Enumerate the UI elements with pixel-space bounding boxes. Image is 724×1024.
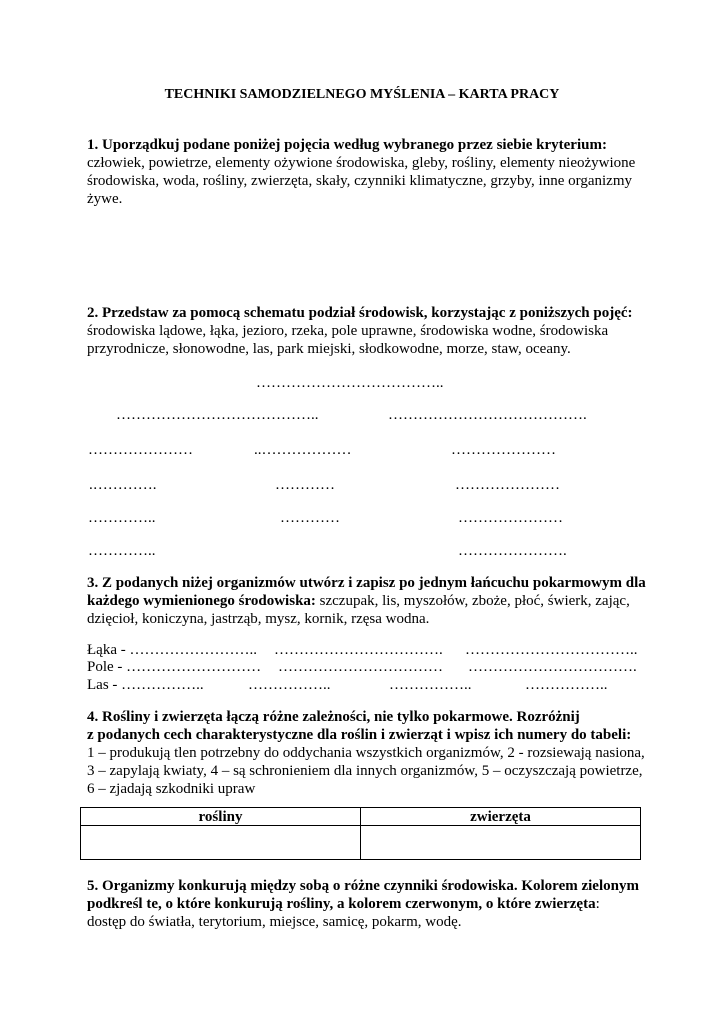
scheme-blank[interactable]: ………… — [275, 477, 335, 493]
scheme-blank[interactable]: …………………………………. — [388, 407, 587, 423]
task-4-line: 1 – produkują tlen potrzebny do oddychania wszystkich organizmów, 2 - rozsiewają nasiona, — [87, 745, 645, 761]
task-1-line: żywe. — [87, 191, 123, 207]
scheme-blank[interactable]: …………………. — [458, 543, 567, 559]
table-cell-animals[interactable] — [361, 826, 641, 860]
task-2 — [87, 304, 647, 358]
table-header-plants: rośliny — [81, 808, 361, 826]
chain-blank[interactable]: …………….. — [248, 677, 331, 693]
task-4-heading: 4. Rośliny i zwierzęta łączą różne zależności, nie tylko pokarmowe. Rozróżnij — [87, 709, 580, 725]
chain-blank[interactable]: …………….. — [389, 677, 472, 693]
scheme-blank[interactable]: ………….. — [88, 510, 156, 526]
task-3 — [87, 574, 647, 628]
chain-pole-label[interactable]: Pole - ……………………… — [87, 659, 262, 675]
chain-las-label[interactable]: Las - …………….. — [87, 677, 204, 693]
task-4-heading-cont: z podanych cech charakterystyczne dla roślin i zwierząt i wpisz ich numery do tabeli: — [87, 727, 632, 743]
page-title: TECHNIKI SAMODZIELNEGO MYŚLENIA – KARTA PRACY — [164, 87, 560, 102]
task-5-heading-cont: podkreśl te, o które konkurują rośliny, a kolorem czerwonym, o które zwierzęta — [87, 896, 596, 912]
task-5-heading: 5. Organizmy konkurują między sobą o różne czynniki środowiska. Kolorem zielonym — [87, 878, 639, 894]
chain-blank[interactable]: ……………………………. — [468, 659, 637, 675]
task-5-factors: dostęp do światła, terytorium, miejsce, samicę, pokarm, wodę. — [87, 914, 462, 930]
task-4-line: 3 – zapylają kwiaty, 4 – są schronieniem dla innych organizmów, 5 – oczyszczają powietrze, — [87, 763, 643, 779]
scheme-blank[interactable]: ………………… — [88, 442, 193, 458]
task-3-organisms-cont: dzięcioł, koniczyna, jastrząb, mysz, kornik, rzęsa wodna. — [87, 611, 430, 627]
scheme-blank[interactable]: .…………. — [89, 477, 157, 493]
chain-blank[interactable]: …………….. — [525, 677, 608, 693]
task-1-line: człowiek, powietrze, elementy ożywione środowiska, gleby, rośliny, elementy nieożywione — [87, 155, 636, 171]
task-2-heading: 2. Przedstaw za pomocą schematu podział środowisk, korzystając z poniższych pojęć: — [87, 305, 633, 321]
task-1-heading: 1. Uporządkuj podane poniżej pojęcia według wybranego przez siebie kryterium: — [87, 137, 607, 153]
scheme-blank[interactable]: ………………… — [458, 510, 563, 526]
table-cell-plants[interactable] — [81, 826, 361, 860]
task-2-line: środowiska lądowe, łąka, jezioro, rzeka, pole uprawne, środowiska wodne, środowiska — [87, 323, 609, 339]
scheme-blank[interactable]: ………………… — [451, 442, 556, 458]
task-4 — [87, 708, 647, 798]
chain-blank[interactable]: …………………………….. — [465, 642, 638, 658]
task-5 — [87, 877, 647, 931]
task-5-colon: : — [595, 896, 600, 912]
scheme-blank[interactable]: ………………… — [455, 477, 560, 493]
traits-table — [80, 807, 641, 860]
chain-laka-label[interactable]: Łąka - …………………….. — [87, 642, 257, 658]
task-2-line: przyrodnicze, słonowodne, las, park miejski, słodkowodne, morze, staw, oceany. — [87, 341, 571, 357]
task-1-line: środowiska, woda, rośliny, zwierzęta, skały, czynniki klimatyczne, grzyby, inne organizmy — [87, 173, 632, 189]
table-header-animals: zwierzęta — [361, 808, 641, 826]
scheme-blank[interactable]: ………….. — [88, 543, 156, 559]
scheme-blank-top[interactable]: ……………………………….. — [256, 375, 444, 391]
chain-blank[interactable]: …………………………… — [278, 659, 443, 675]
scheme-blank[interactable]: ………… — [280, 510, 340, 526]
scheme-blank[interactable]: ………………………………….. — [116, 407, 319, 423]
task-3-organisms: szczupak, lis, myszołów, zboże, płoć, świerk, zając, — [315, 593, 630, 609]
chain-blank[interactable]: ……………………………. — [274, 642, 443, 658]
task-3-heading: 3. Z podanych niżej organizmów utwórz i zapisz po jednym łańcuchu pokarmowym dla — [87, 575, 646, 591]
task-3-heading-cont: każdego wymienionego środowiska: — [87, 593, 316, 609]
task-4-line: 6 – zjadają szkodniki upraw — [87, 781, 256, 797]
task-1 — [87, 136, 647, 208]
scheme-blank[interactable]: ..……………… — [254, 442, 352, 458]
